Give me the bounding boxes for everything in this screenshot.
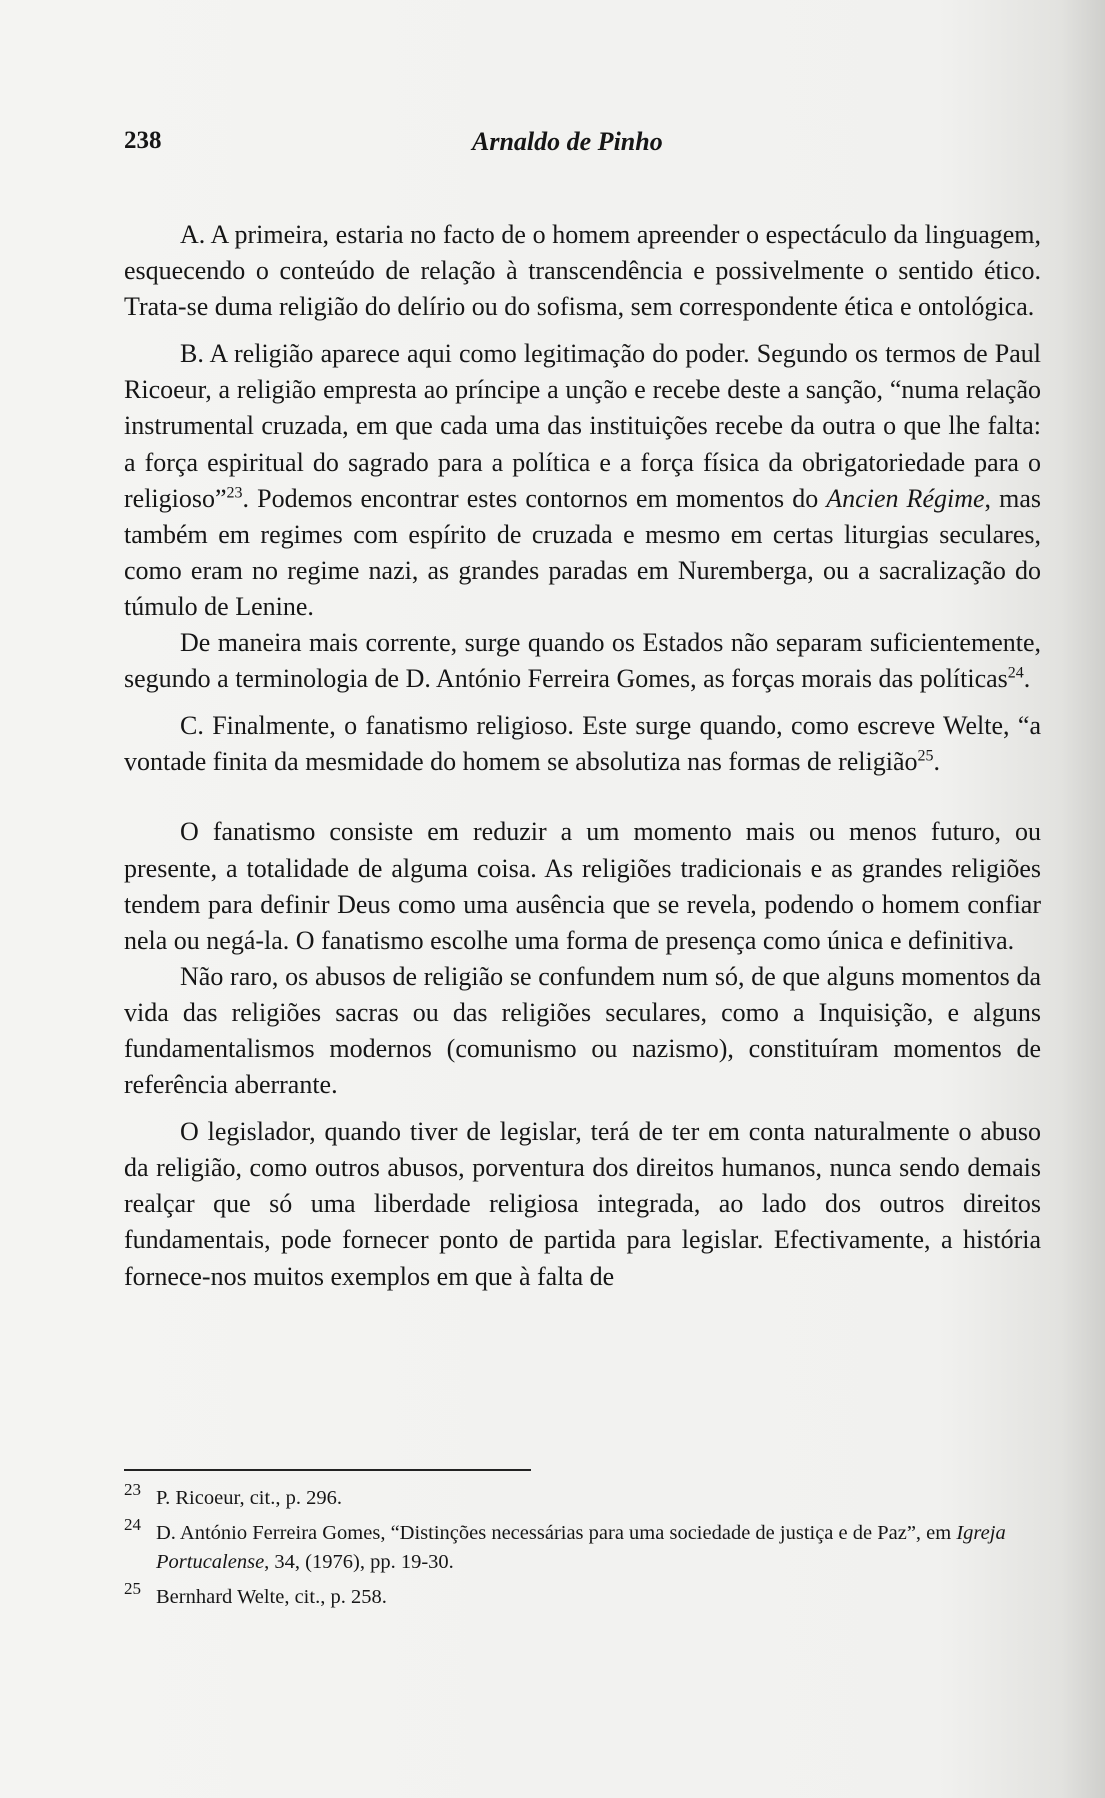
footnote-24 <box>124 1515 1041 1577</box>
body-text <box>124 217 1041 1295</box>
footnote-text-end: , 34, (1976), pp. 19-30. <box>264 1551 454 1573</box>
paragraph-c <box>124 708 1041 780</box>
footnote-ref-25: 25 <box>917 747 934 765</box>
footnote-divider <box>124 1469 531 1471</box>
footnote-23 <box>124 1480 1041 1513</box>
paragraph-b-text: B. A religião aparece aqui como legitimação do poder. Segundo os termos de Paul Ricoeur, a religião empresta ao príncipe a unção e recebe deste a sanção, “numa relação instrumental cruzada, em que cada uma das instituições recebe da outra o que lhe falta: a força espiritual do sagrado para a política e a força física da obrigatoriedade para o religioso” <box>124 339 1041 513</box>
footnote-ref-24: 24 <box>1007 664 1024 682</box>
footnote-number: 23 <box>124 1480 141 1499</box>
ancien-regime-italic: Ancien Régime <box>826 483 985 513</box>
paragraph-abusos <box>124 959 1041 1103</box>
footnotes <box>124 1480 1041 1618</box>
paragraph-legislador-text: O legislador, quando tiver de legislar, terá de ter em conta naturalmente o abuso da religião, como outros abusos, porventura dos direitos humanos, nunca sendo demais realçar que só uma liberdade religiosa integrada, ao lado dos outros direitos fundamentais, pode fornecer ponto de partida para legislar. Efectivamente, a história fornece-nos muitos exemplos em que à falta de <box>124 1117 1041 1291</box>
footnote-number: 24 <box>124 1515 141 1534</box>
paragraph-abusos-text: Não raro, os abusos de religião se confundem num só, de que alguns momentos da vida das religiões sacras ou das religiões seculares, como a Inquisição, e alguns fundamentalismos modernos (comunismo ou nazismo), constituíram momentos de referência aberrante. <box>124 961 1041 1100</box>
paragraph-fanatismo <box>124 814 1041 958</box>
paragraph-a-text: A. A primeira, estaria no facto de o homem apreender o espectáculo da linguagem, esquecendo o conteúdo de relação à transcendência e possivelmente o sentido ético. Trata-se duma religião do delírio ou do sofisma, sem correspondente ética e ontológica. <box>124 220 1041 322</box>
paragraph-c-end: . <box>933 747 940 777</box>
paragraph-fanatismo-text: O fanatismo consiste em reduzir a um momento mais ou menos futuro, ou presente, a totalidade de alguma coisa. As religiões tradicionais e as grandes religiões tendem para definir Deus como uma ausência que se revela, podendo o homem confiar nela ou negá-la. O fanatismo escolhe uma forma de presença como única e definitiva. <box>124 817 1041 955</box>
paragraph-b-text-end: , mas também em regimes com espírito de cruzada e mesmo em certas liturgias seculares, como eram no regime nazi, as grandes paradas em Nuremberga, ou a sacralização do túmulo de Lenine. <box>124 483 1041 621</box>
paragraph-a <box>124 217 1041 325</box>
paragraph-b2 <box>124 625 1041 697</box>
paragraph-b <box>124 336 1041 625</box>
footnote-text: P. Ricoeur, cit., p. 296. <box>156 1487 342 1509</box>
page-number: 238 <box>124 127 162 154</box>
footnote-italic-title: Igreja Portucalense <box>156 1522 1006 1573</box>
paragraph-b2-text: De maneira mais corrente, surge quando os Estados não separam suficientemente, segundo a terminologia de D. António Ferreira Gomes, as forças morais das políticas <box>124 628 1041 694</box>
footnote-ref-23: 23 <box>226 484 243 501</box>
footnote-text: Bernhard Welte, cit., p. 258. <box>156 1586 387 1608</box>
page-header <box>124 127 1004 167</box>
paragraph-c-text: C. Finalmente, o fanatismo religioso. Este surge quando, como escreve Welte, “a vontade finita da mesmidade do homem se absolutiza nas formas de religião <box>124 711 1041 777</box>
paragraph-b-text-cont: . Podemos encontrar estes contornos em momentos do <box>242 483 827 513</box>
running-title: Arnaldo de Pinho <box>472 127 663 156</box>
footnote-number: 25 <box>124 1579 141 1598</box>
footnote-25 <box>124 1579 1041 1612</box>
footnote-text: D. António Ferreira Gomes, “Distinções necessárias para uma sociedade de justiça e de Paz”, em <box>156 1522 957 1544</box>
paragraph-b2-end: . <box>1023 664 1031 694</box>
paragraph-legislador <box>124 1114 1041 1294</box>
